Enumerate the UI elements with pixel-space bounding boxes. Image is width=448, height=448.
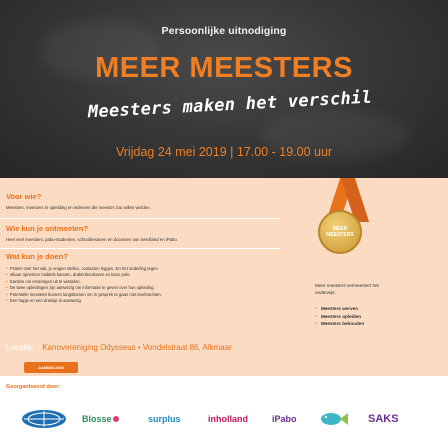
- divider: [0, 218, 280, 219]
- event-location: [6, 343, 232, 352]
- location-value: Kanovereniging Odysseus • Vondelstraat 86, Alkmaar: [42, 343, 232, 352]
- hero-chalkboard: [0, 0, 448, 178]
- side-list: [315, 305, 364, 328]
- organizers-label: Georganiseerd door:: [6, 384, 61, 390]
- logo-globe[interactable]: [20, 406, 68, 432]
- side-intro: Meer meesters vermeestert het onderwijs:: [315, 283, 379, 295]
- list-item: • Een hapje en een drankje is aanwezig.: [6, 298, 276, 304]
- divider: [0, 248, 280, 249]
- logo-ipabo[interactable]: [272, 406, 297, 432]
- globe-logo-icon: [20, 409, 68, 429]
- list-item: • De twee opleidingen zijn aanwezig om informatie te geven over hun opleiding.: [6, 285, 276, 291]
- location-label: Locatie:: [6, 343, 35, 352]
- invitation-eyebrow: Persoonlijke uitnodiging: [161, 25, 287, 37]
- list-item: • Meesters behouden: [315, 320, 364, 328]
- logo-inholland[interactable]: [208, 406, 248, 432]
- logo-text: iPabo: [272, 414, 297, 424]
- event-tagline: Meesters maken het verschil: [87, 87, 373, 123]
- signup-button[interactable]: AANMELDEN: [24, 362, 78, 373]
- list-item: • Potentiële meesters kunnen langskomen om in gesprek te gaan met leerkrachten.: [6, 292, 276, 298]
- logo-fish[interactable]: [318, 406, 348, 432]
- medal-text: MEESTERS: [326, 232, 354, 238]
- medal-text: MEER: [332, 226, 348, 232]
- list-item: • Meesters werven: [315, 305, 364, 313]
- section-title-voor-wie: Voor wie?: [6, 192, 42, 201]
- list-item: • elkaar opnemen middels kanoën, drakenbootraven en kano polo.: [6, 272, 276, 278]
- logo-text: surplus: [148, 414, 181, 424]
- section-title-wie: Wie kun je ontmoeten?: [6, 224, 89, 233]
- logo-text: SAKS: [368, 413, 399, 425]
- section-text-voor-wie: Meesters, meesters in opleiding en iedereen die meester zou willen worden.: [6, 205, 151, 210]
- list-item: • Kantine om ervaringen uit te wisselen.: [6, 279, 276, 285]
- logo-saks[interactable]: [368, 406, 399, 432]
- footer-organizers: [0, 376, 448, 448]
- list-item: • Meesters opleiden: [315, 313, 364, 321]
- section-text-wie: Heel veel meesters, pabo-studenten, schoolbesturen en docenten van inHolland en iPabo.: [6, 237, 178, 242]
- list-item: • Praten over het vak, je vragen stellen, contacten leggen. En het onderling tegen: [6, 266, 276, 272]
- logo-text: Blosse: [82, 414, 112, 424]
- logo-text: inholland: [208, 414, 248, 424]
- section-title-wat: Wat kun je doen?: [6, 252, 68, 261]
- logo-blosse[interactable]: [82, 406, 119, 432]
- fish-logo-icon: [318, 410, 348, 428]
- logo-surplus[interactable]: [148, 406, 181, 432]
- event-date: Vrijdag 24 mei 2019 | 17.00 - 19.00 uur: [115, 145, 333, 159]
- event-title: MEER MEESTERS: [95, 52, 353, 84]
- flower-icon: [113, 416, 119, 422]
- activity-list: [6, 266, 276, 304]
- medal-icon: [318, 210, 362, 254]
